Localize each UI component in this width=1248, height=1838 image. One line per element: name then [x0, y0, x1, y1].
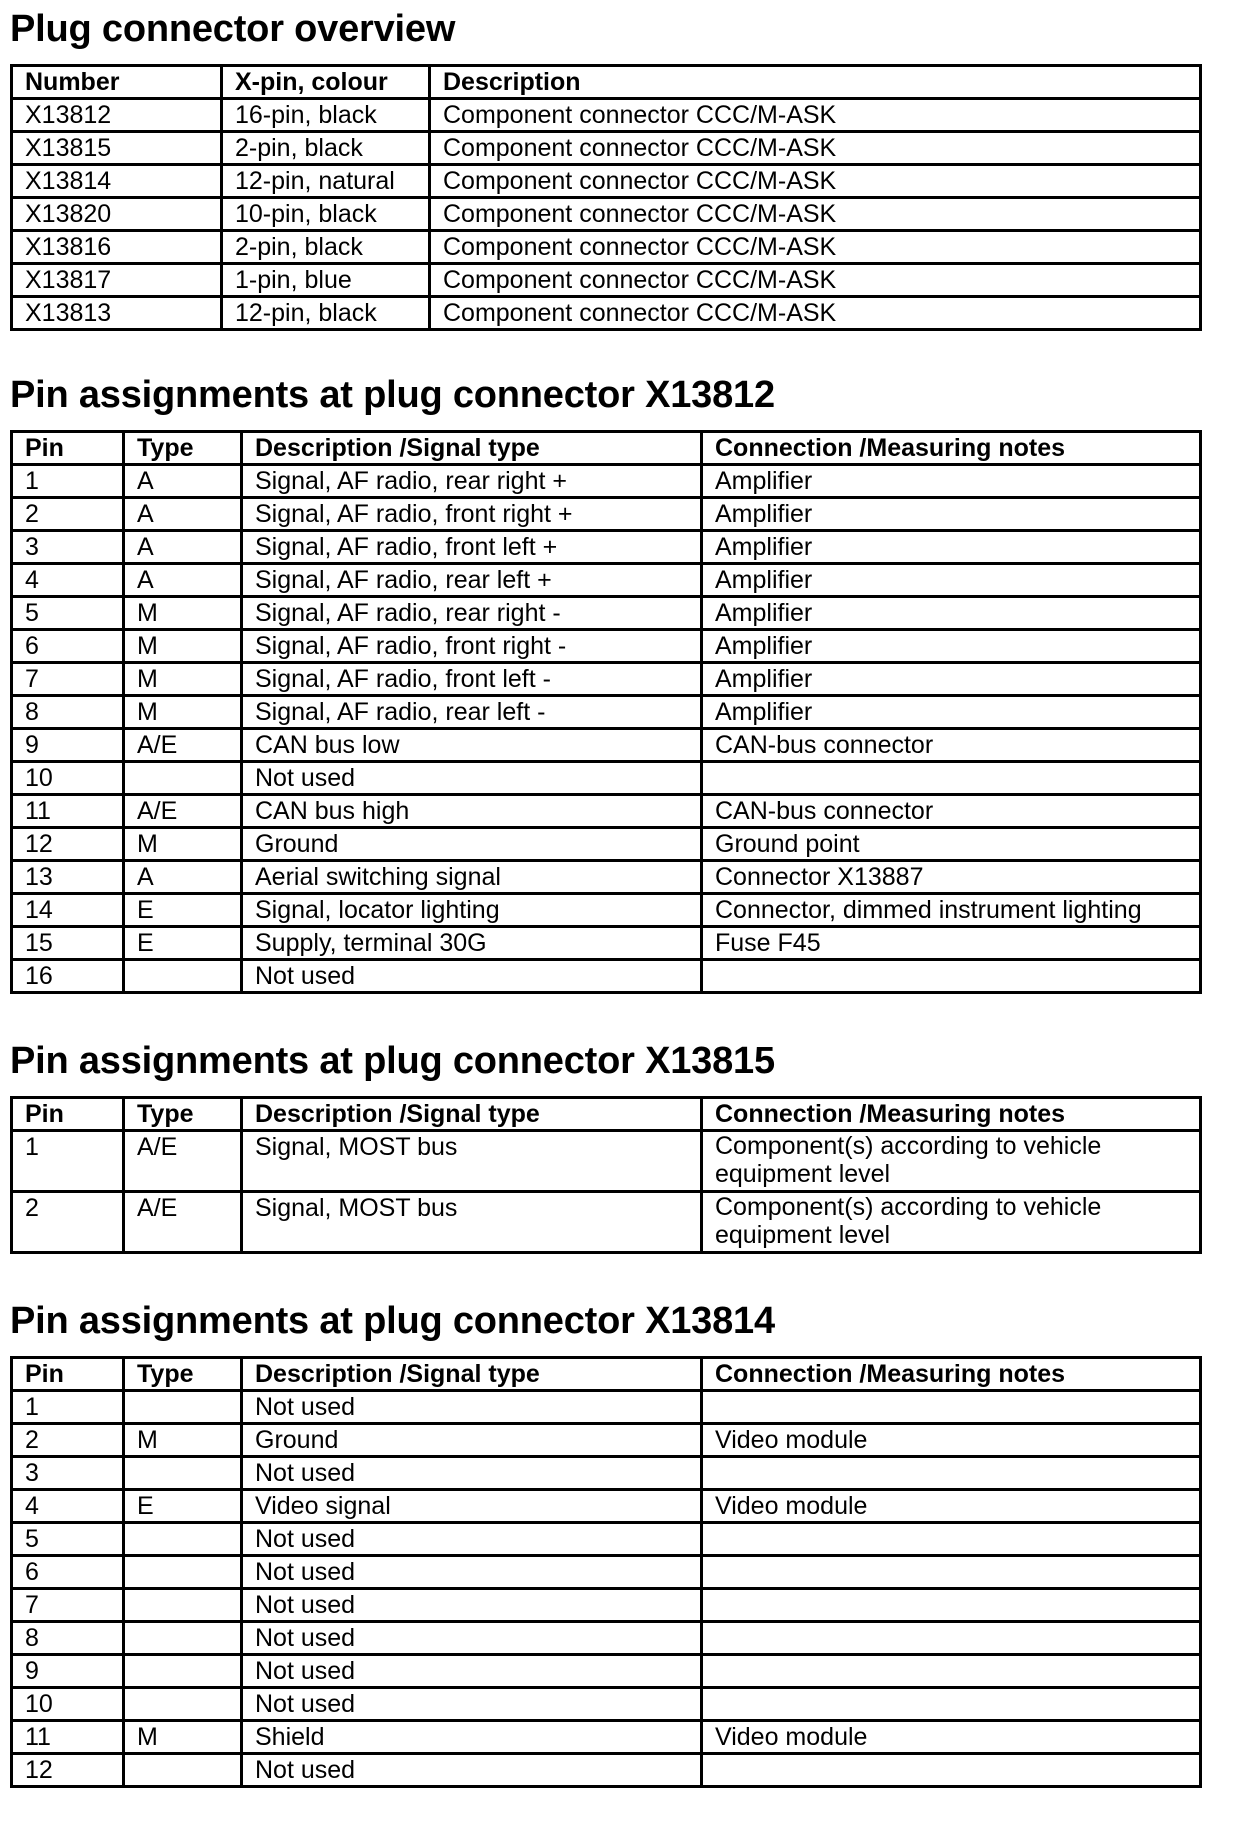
table-row — [12, 1490, 1201, 1523]
table-cell: Amplifier — [702, 531, 1201, 564]
table-cell: M — [124, 597, 242, 630]
table-row — [12, 1523, 1201, 1556]
table-cell: M — [124, 828, 242, 861]
column-header: Type — [124, 1358, 242, 1391]
column-header: Description /Signal type — [242, 1358, 702, 1391]
table-row — [12, 297, 1201, 330]
table-cell: Signal, AF radio, front right - — [242, 630, 702, 663]
overview-table — [10, 64, 1202, 331]
table-header-row — [12, 1098, 1201, 1131]
table-row — [12, 696, 1201, 729]
table-cell: Component connector CCC/M-ASK — [430, 297, 1201, 330]
table-row — [12, 99, 1201, 132]
table-cell: Signal, AF radio, rear right - — [242, 597, 702, 630]
table-cell: 5 — [12, 1523, 124, 1556]
table-cell: Component connector CCC/M-ASK — [430, 264, 1201, 297]
table-cell: Amplifier — [702, 564, 1201, 597]
table-cell: Signal, AF radio, front right + — [242, 498, 702, 531]
table-cell: A — [124, 861, 242, 894]
table-header-row — [12, 432, 1201, 465]
table-cell: Ground — [242, 1424, 702, 1457]
table-cell: 16-pin, black — [222, 99, 430, 132]
table-cell: M — [124, 1721, 242, 1754]
table-cell — [124, 1754, 242, 1787]
table-cell — [124, 1622, 242, 1655]
table-cell: Video module — [702, 1490, 1201, 1523]
column-header: Description — [430, 66, 1201, 99]
table-row — [12, 1655, 1201, 1688]
table-cell — [702, 1622, 1201, 1655]
table-cell: Signal, AF radio, front left - — [242, 663, 702, 696]
table-cell: Supply, terminal 30G — [242, 927, 702, 960]
table-row — [12, 795, 1201, 828]
table-row — [12, 498, 1201, 531]
table-cell: M — [124, 696, 242, 729]
table-cell — [124, 1655, 242, 1688]
table-cell — [702, 1391, 1201, 1424]
table-row — [12, 1688, 1201, 1721]
table-cell: X13820 — [12, 198, 222, 231]
table-cell — [124, 1523, 242, 1556]
table-cell: Not used — [242, 960, 702, 993]
table-cell: Signal, AF radio, front left + — [242, 531, 702, 564]
column-header: Number — [25, 68, 120, 96]
table-cell — [702, 1688, 1201, 1721]
table-cell: 4 — [12, 564, 124, 597]
table-cell: 1 — [12, 1131, 124, 1192]
table-row — [12, 531, 1201, 564]
table-cell: 12-pin, black — [222, 297, 430, 330]
table-cell: 1 — [12, 465, 124, 498]
table-cell — [702, 1523, 1201, 1556]
table-cell: Connector, dimmed instrument lighting — [702, 894, 1201, 927]
table-cell: Not used — [242, 1655, 702, 1688]
table-cell: 9 — [12, 729, 124, 762]
table-cell: Not used — [242, 1688, 702, 1721]
table-cell: 2 — [12, 1192, 124, 1253]
table-row — [12, 465, 1201, 498]
table-cell: 2 — [12, 498, 124, 531]
table-cell: X13817 — [12, 264, 222, 297]
x13812-section — [10, 370, 1202, 994]
table-cell: CAN bus high — [242, 795, 702, 828]
table-row — [12, 198, 1201, 231]
table-cell: Signal, AF radio, rear right + — [242, 465, 702, 498]
column-header: Connection /Measuring notes — [702, 432, 1201, 465]
table-cell: Not used — [242, 1523, 702, 1556]
table-cell: 10 — [12, 762, 124, 795]
table-cell: A/E — [124, 1131, 242, 1192]
table-cell: 3 — [12, 1457, 124, 1490]
table-row — [12, 762, 1201, 795]
table-row — [12, 894, 1201, 927]
table-header-row — [12, 1358, 1201, 1391]
table-cell: Not used — [242, 1457, 702, 1490]
table-row — [12, 1391, 1201, 1424]
table-cell: Signal, MOST bus — [242, 1131, 702, 1192]
table-cell: 2-pin, black — [222, 132, 430, 165]
table-cell — [124, 1589, 242, 1622]
table-cell — [702, 1754, 1201, 1787]
table-cell: 12-pin, natural — [222, 165, 430, 198]
table-cell: Fuse F45 — [702, 927, 1201, 960]
table-row — [12, 1457, 1201, 1490]
table-cell: Amplifier — [702, 663, 1201, 696]
table-cell: Aerial switching signal — [242, 861, 702, 894]
table-header-row — [12, 66, 1201, 99]
table-cell: CAN bus low — [242, 729, 702, 762]
table-row — [12, 231, 1201, 264]
table-row — [12, 165, 1201, 198]
table-cell: Component connector CCC/M-ASK — [430, 99, 1201, 132]
table-row — [12, 597, 1201, 630]
table-cell: 1-pin, blue — [222, 264, 430, 297]
table-cell: M — [124, 630, 242, 663]
table-cell: 5 — [12, 597, 124, 630]
overview-section — [10, 4, 1202, 331]
table-row — [12, 1589, 1201, 1622]
table-row — [12, 960, 1201, 993]
table-cell: 2 — [12, 1424, 124, 1457]
table-cell: 15 — [12, 927, 124, 960]
column-header: Pin — [25, 1360, 64, 1388]
table-cell: Video signal — [242, 1490, 702, 1523]
table-cell — [702, 1589, 1201, 1622]
table-cell: Amplifier — [702, 696, 1201, 729]
table-cell: E — [124, 1490, 242, 1523]
table-cell — [702, 1457, 1201, 1490]
table-cell: 7 — [12, 1589, 124, 1622]
table-cell: Component(s) according to vehicle equipment level — [702, 1192, 1201, 1253]
table-cell: Shield — [242, 1721, 702, 1754]
table-cell — [124, 1391, 242, 1424]
table-cell: Not used — [242, 1622, 702, 1655]
table-row — [12, 1754, 1201, 1787]
table-cell — [124, 1556, 242, 1589]
x13814-table — [10, 1356, 1202, 1788]
table-cell: A — [124, 531, 242, 564]
table-cell: 16 — [12, 960, 124, 993]
x13812-table — [10, 430, 1202, 994]
table-cell: X13814 — [12, 165, 222, 198]
table-row — [12, 564, 1201, 597]
table-cell: Not used — [242, 1556, 702, 1589]
table-row — [12, 861, 1201, 894]
column-header: Description /Signal type — [242, 1098, 702, 1131]
table-cell: CAN-bus connector — [702, 729, 1201, 762]
table-cell — [702, 762, 1201, 795]
column-header: Pin — [25, 434, 64, 462]
table-cell — [702, 1556, 1201, 1589]
table-cell: E — [124, 927, 242, 960]
table-cell: Not used — [242, 1391, 702, 1424]
table-cell: Amplifier — [702, 498, 1201, 531]
column-header: Type — [124, 432, 242, 465]
column-header: X-pin, colour — [222, 66, 430, 99]
table-cell: Video module — [702, 1424, 1201, 1457]
x13814-title: Pin assignments at plug connector X13814 — [10, 1300, 775, 1342]
table-cell — [124, 1688, 242, 1721]
table-cell: X13812 — [12, 99, 222, 132]
x13815-table — [10, 1096, 1202, 1254]
table-cell: Not used — [242, 1754, 702, 1787]
table-cell: A/E — [124, 729, 242, 762]
table-cell: Component connector CCC/M-ASK — [430, 231, 1201, 264]
table-cell: Amplifier — [702, 630, 1201, 663]
table-cell — [124, 1457, 242, 1490]
column-header: Description /Signal type — [242, 432, 702, 465]
table-cell: Not used — [242, 1589, 702, 1622]
x13815-title: Pin assignments at plug connector X13815 — [10, 1040, 775, 1082]
table-row — [12, 663, 1201, 696]
table-cell: 1 — [12, 1391, 124, 1424]
table-cell: 2-pin, black — [222, 231, 430, 264]
table-row — [12, 1622, 1201, 1655]
table-row — [12, 1192, 1201, 1253]
table-cell: Component connector CCC/M-ASK — [430, 198, 1201, 231]
table-cell — [124, 762, 242, 795]
x13815-section — [10, 1036, 1202, 1254]
table-cell: M — [124, 1424, 242, 1457]
table-cell: 8 — [12, 696, 124, 729]
table-cell: Signal, locator lighting — [242, 894, 702, 927]
column-header: Pin — [25, 1100, 64, 1128]
table-cell: Component connector CCC/M-ASK — [430, 132, 1201, 165]
table-cell: Not used — [242, 762, 702, 795]
table-cell: Ground — [242, 828, 702, 861]
table-cell: 7 — [12, 663, 124, 696]
column-header: Connection /Measuring notes — [702, 1358, 1201, 1391]
table-cell: CAN-bus connector — [702, 795, 1201, 828]
table-cell: 12 — [12, 828, 124, 861]
overview-title: Plug connector overview — [10, 8, 456, 50]
table-row — [12, 630, 1201, 663]
table-cell: Amplifier — [702, 465, 1201, 498]
table-row — [12, 132, 1201, 165]
table-row — [12, 1424, 1201, 1457]
table-cell: 4 — [12, 1490, 124, 1523]
table-cell: E — [124, 894, 242, 927]
table-cell: Signal, AF radio, rear left + — [242, 564, 702, 597]
table-row — [12, 729, 1201, 762]
table-cell: 8 — [12, 1622, 124, 1655]
table-cell — [702, 960, 1201, 993]
table-cell: X13813 — [12, 297, 222, 330]
table-cell: 13 — [12, 861, 124, 894]
table-cell: 11 — [12, 1721, 124, 1754]
table-cell: 6 — [12, 630, 124, 663]
table-cell: M — [124, 663, 242, 696]
table-row — [12, 264, 1201, 297]
table-row — [12, 828, 1201, 861]
table-cell: 11 — [12, 795, 124, 828]
table-cell: A — [124, 564, 242, 597]
table-cell: Component connector CCC/M-ASK — [430, 165, 1201, 198]
table-cell — [124, 960, 242, 993]
column-header: Type — [124, 1098, 242, 1131]
table-cell: Signal, MOST bus — [242, 1192, 702, 1253]
x13814-section — [10, 1296, 1202, 1788]
table-cell: Video module — [702, 1721, 1201, 1754]
table-row — [12, 1721, 1201, 1754]
table-cell: 10 — [12, 1688, 124, 1721]
table-cell: A/E — [124, 1192, 242, 1253]
table-row — [12, 1556, 1201, 1589]
table-cell: 12 — [12, 1754, 124, 1787]
table-cell — [702, 1655, 1201, 1688]
table-cell: Component(s) according to vehicle equipment level — [702, 1131, 1201, 1192]
table-cell: A/E — [124, 795, 242, 828]
table-cell: 10-pin, black — [222, 198, 430, 231]
table-cell: 3 — [12, 531, 124, 564]
table-cell: X13815 — [12, 132, 222, 165]
table-cell: A — [124, 498, 242, 531]
table-row — [12, 927, 1201, 960]
table-cell: Ground point — [702, 828, 1201, 861]
table-cell: 9 — [12, 1655, 124, 1688]
table-cell: Amplifier — [702, 597, 1201, 630]
table-cell: 6 — [12, 1556, 124, 1589]
x13812-title: Pin assignments at plug connector X13812 — [10, 374, 775, 416]
column-header: Connection /Measuring notes — [702, 1098, 1201, 1131]
table-cell: Signal, AF radio, rear left - — [242, 696, 702, 729]
table-cell: 14 — [12, 894, 124, 927]
table-cell: X13816 — [12, 231, 222, 264]
table-row — [12, 1131, 1201, 1192]
table-cell: Connector X13887 — [702, 861, 1201, 894]
table-cell: A — [124, 465, 242, 498]
